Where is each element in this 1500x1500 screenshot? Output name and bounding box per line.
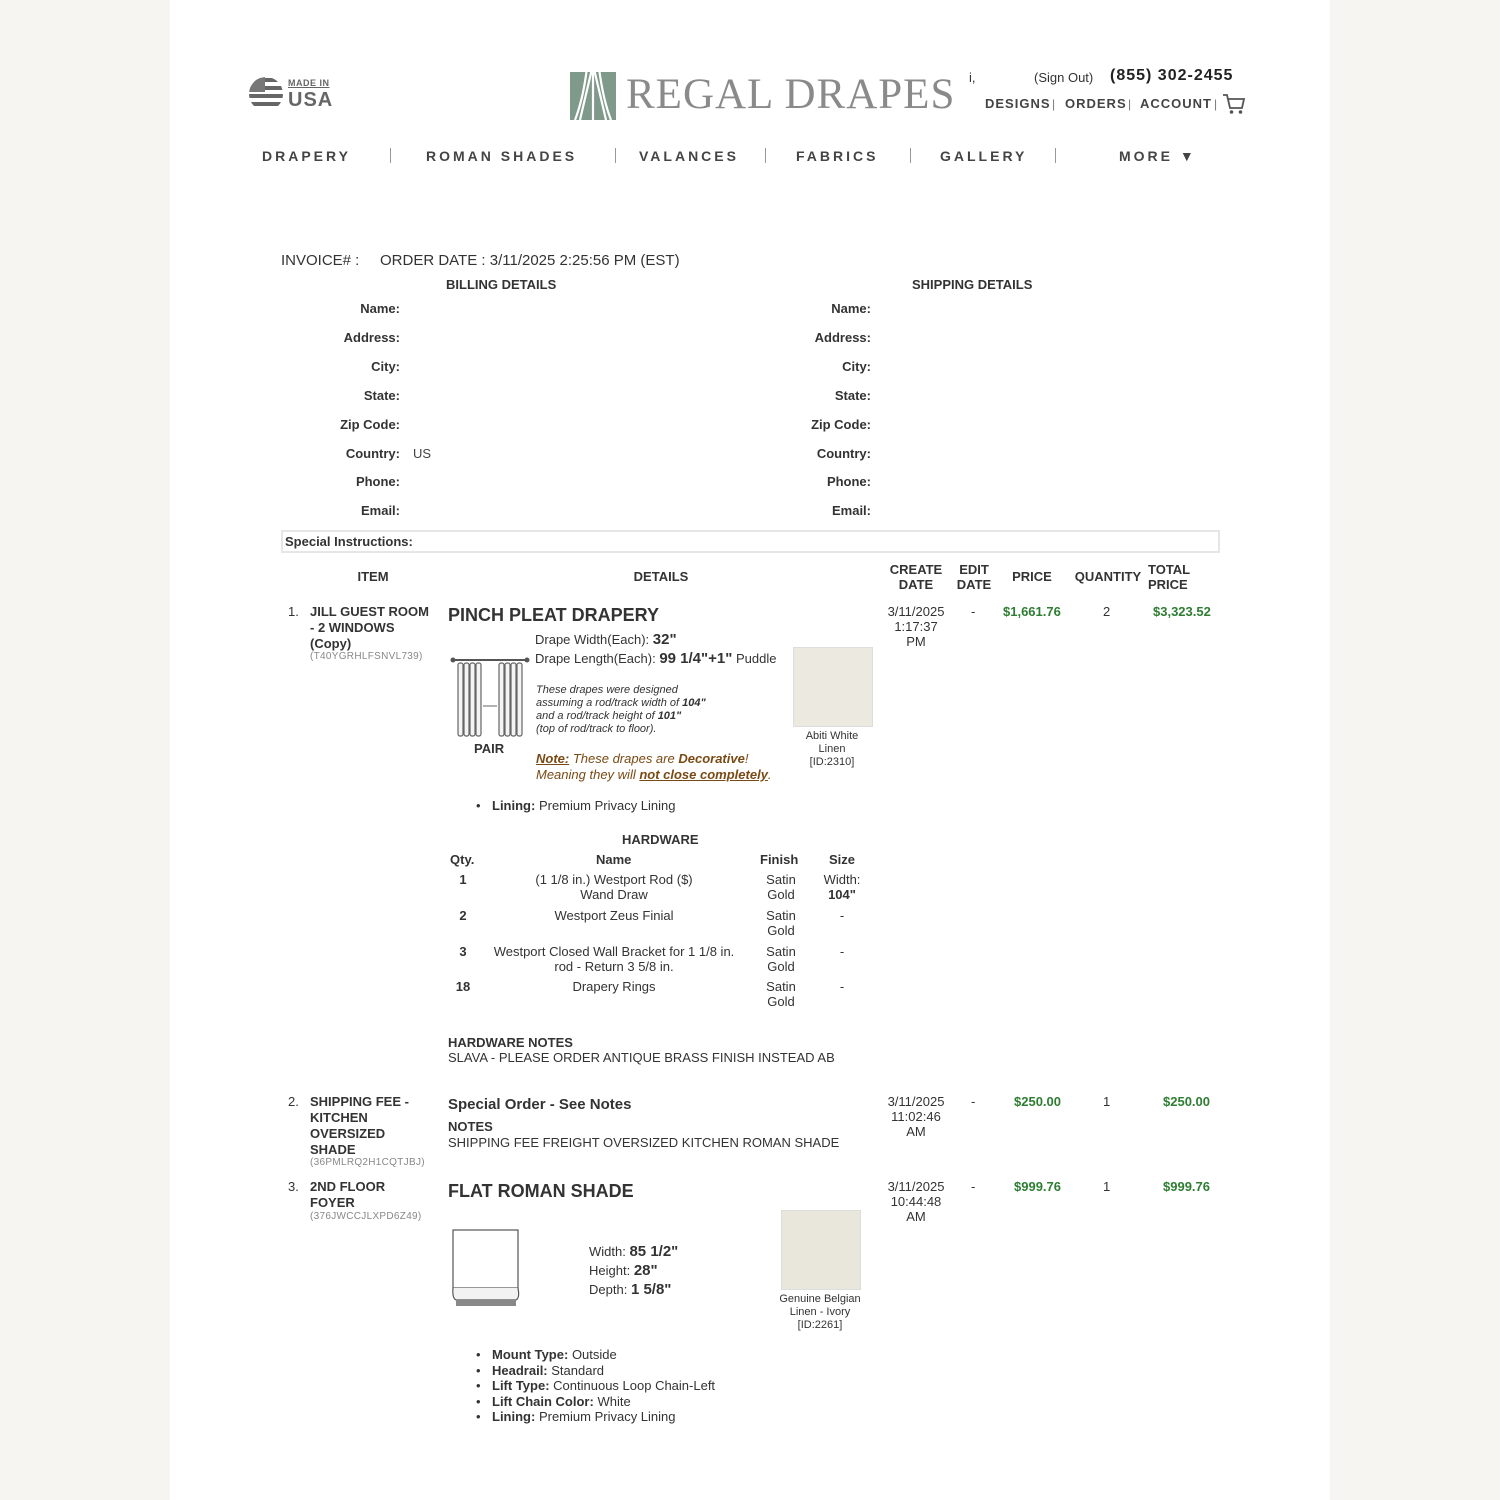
fabric-swatch[interactable] bbox=[781, 1210, 861, 1290]
item-name-line: SHIPPING FEE - bbox=[310, 1094, 409, 1109]
date-line: 3/11/2025 bbox=[887, 1094, 945, 1109]
shade-width bbox=[589, 1243, 678, 1260]
decorative-note bbox=[536, 751, 796, 783]
create-date bbox=[881, 1179, 951, 1224]
item-number: 2. bbox=[288, 1094, 299, 1109]
unit-price: $250.00 bbox=[1014, 1094, 1061, 1109]
notes-title: NOTES bbox=[448, 1119, 493, 1134]
create-date bbox=[881, 604, 951, 649]
shipping-country-label: Country: bbox=[816, 446, 871, 461]
quantity-value: 2 bbox=[1103, 604, 1111, 619]
hardware-name-line: rod - Return 3 5/8 in. bbox=[554, 959, 674, 974]
note-line: (top of rod/track to floor). bbox=[536, 723, 657, 735]
hardware-row-qty: 3 bbox=[459, 944, 467, 959]
spec-label: Lining: bbox=[492, 1409, 536, 1424]
hardware-qty-header: Qty. bbox=[450, 852, 475, 867]
item-name-line: SHADE bbox=[310, 1142, 356, 1157]
hardware-row-qty: 2 bbox=[459, 908, 467, 923]
quantity-value: 1 bbox=[1103, 1094, 1111, 1109]
item-code: (376JWCCJLXPD6Z49) bbox=[310, 1211, 422, 1222]
fabric-line: Linen - Ivory bbox=[789, 1306, 851, 1318]
nav-more-dropdown[interactable]: MORE ▼ bbox=[1119, 148, 1197, 164]
item-name-line: - 2 WINDOWS bbox=[310, 620, 395, 635]
date-line: 3/11/2025 bbox=[887, 1179, 945, 1194]
fabric-name bbox=[786, 730, 878, 769]
col-quantity-header: QUANTITY bbox=[1074, 569, 1142, 584]
dim-label: Depth: bbox=[589, 1282, 628, 1297]
nav-valances[interactable]: VALANCES bbox=[639, 148, 739, 164]
date-line: PM bbox=[906, 634, 926, 649]
user-greeting: i, bbox=[969, 70, 976, 85]
hardware-row-name: Drapery Rings bbox=[572, 979, 656, 994]
size-value: 104" bbox=[828, 887, 856, 902]
drape-width bbox=[535, 631, 677, 648]
note-line: and a rod/track height of bbox=[536, 710, 658, 722]
fabric-id: [ID:2310] bbox=[809, 756, 855, 768]
unit-price: $1,661.76 bbox=[1003, 604, 1061, 619]
account-link[interactable]: ACCOUNT bbox=[1140, 96, 1212, 111]
unit-price: $999.76 bbox=[1014, 1179, 1061, 1194]
spec-label: Lining: bbox=[492, 798, 536, 813]
note-line: These drapes were designed bbox=[536, 684, 678, 696]
hardware-row-finish bbox=[760, 872, 802, 902]
date-line: AM bbox=[906, 1209, 926, 1224]
header-line: TOTAL bbox=[1148, 562, 1191, 577]
rod-width-value: 104" bbox=[682, 697, 706, 709]
drape-length bbox=[535, 650, 776, 667]
finish-line: Gold bbox=[767, 923, 795, 938]
billing-country-label: Country: bbox=[345, 446, 400, 461]
hardware-row-finish bbox=[760, 908, 802, 938]
billing-details-title: BILLING DETAILS bbox=[446, 277, 557, 292]
hardware-row-qty: 18 bbox=[455, 979, 471, 994]
pair-label: PAIR bbox=[474, 741, 505, 756]
finish-line: Gold bbox=[767, 959, 795, 974]
date-line: 11:02:46 bbox=[891, 1109, 941, 1124]
finish-line: Satin bbox=[766, 908, 796, 923]
note-line: assuming a rod/track width of bbox=[536, 697, 683, 709]
shipping-zip-label: Zip Code: bbox=[811, 417, 871, 432]
dim-label: Width: bbox=[589, 1244, 626, 1259]
dim-label: Drape Width(Each): bbox=[535, 632, 650, 647]
finish-line: Satin bbox=[766, 872, 796, 887]
dim-label: Height: bbox=[589, 1263, 631, 1278]
shade-height bbox=[589, 1262, 658, 1279]
fabric-line: Genuine Belgian bbox=[779, 1293, 861, 1305]
total-price: $250.00 bbox=[1163, 1094, 1210, 1109]
dim-extra: +1" bbox=[708, 650, 733, 667]
nav-drapery[interactable]: DRAPERY bbox=[262, 148, 351, 164]
item-name-line: 2ND FLOOR bbox=[310, 1179, 386, 1194]
regal-drapes-logo-icon[interactable] bbox=[570, 64, 616, 120]
spec-value: Outside bbox=[571, 1347, 617, 1362]
col-edit-date-header bbox=[949, 562, 999, 592]
date-line: 3/11/2025 bbox=[887, 604, 945, 619]
dim-value: 28" bbox=[633, 1262, 658, 1279]
page-background bbox=[170, 0, 1330, 1500]
header-separator: | bbox=[1128, 97, 1132, 111]
hardware-finish-header: Finish bbox=[760, 852, 799, 867]
special-instructions-box bbox=[281, 530, 1220, 553]
design-note bbox=[536, 684, 776, 736]
spec-label: Lift Chain Color: bbox=[492, 1394, 594, 1409]
hardware-row-size bbox=[817, 872, 867, 902]
item-name-line: FOYER bbox=[310, 1195, 355, 1210]
hardware-name-line: (1 1/8 in.) Westport Rod ($) bbox=[535, 872, 693, 887]
nav-divider bbox=[615, 148, 616, 163]
finish-line: Gold bbox=[767, 994, 795, 1009]
header-separator: | bbox=[1214, 97, 1218, 111]
hardware-row-size: - bbox=[839, 944, 845, 959]
item-name-line: KITCHEN bbox=[310, 1110, 368, 1125]
edit-date: - bbox=[971, 1179, 976, 1194]
billing-phone-label: Phone: bbox=[355, 474, 400, 489]
item-name[interactable] bbox=[310, 1094, 435, 1158]
col-item-header: ITEM bbox=[357, 569, 389, 584]
spec-value: Premium Privacy Lining bbox=[538, 1409, 676, 1424]
hardware-row-size: - bbox=[839, 908, 845, 923]
brand-name[interactable]: REGAL DRAPES bbox=[626, 71, 956, 118]
spec-label: Headrail: bbox=[492, 1363, 548, 1378]
header-line: CREATE bbox=[889, 562, 943, 577]
product-title: Special Order - See Notes bbox=[448, 1096, 632, 1113]
fabric-id: [ID:2261] bbox=[797, 1319, 843, 1331]
shipping-city-label: City: bbox=[842, 359, 871, 374]
mount-type-spec bbox=[492, 1347, 617, 1362]
usa-label: USA bbox=[288, 89, 334, 111]
hardware-row-name bbox=[484, 944, 744, 974]
billing-city-label: City: bbox=[371, 359, 400, 374]
hardware-notes-title: HARDWARE NOTES bbox=[448, 1035, 573, 1050]
dim-value: 32" bbox=[652, 631, 677, 648]
note-text: These drapes are bbox=[569, 751, 679, 766]
fabric-line: Abiti White bbox=[805, 730, 859, 742]
lift-chain-color-spec bbox=[492, 1394, 631, 1409]
header-separator: | bbox=[1052, 97, 1056, 111]
billing-address-label: Address: bbox=[343, 330, 400, 345]
col-create-date-header bbox=[881, 562, 951, 592]
fabric-line: Linen bbox=[818, 743, 846, 755]
col-total-price-header bbox=[1148, 562, 1200, 592]
shipping-email-label: Email: bbox=[831, 503, 871, 518]
shipping-phone-label: Phone: bbox=[826, 474, 871, 489]
shipping-state-label: State: bbox=[834, 388, 871, 403]
dim-suffix: Puddle bbox=[735, 651, 777, 666]
edit-date: - bbox=[971, 1094, 976, 1109]
fabric-swatch[interactable] bbox=[793, 647, 873, 727]
dim-value: 99 1/4" bbox=[659, 650, 709, 667]
shipping-name-label: Name: bbox=[831, 301, 871, 316]
hardware-row-finish bbox=[760, 979, 802, 1009]
dim-value: 85 1/2" bbox=[629, 1243, 679, 1260]
create-date bbox=[881, 1094, 951, 1139]
spec-value: White bbox=[597, 1394, 631, 1409]
header-line: DATE bbox=[898, 577, 934, 592]
shade-depth bbox=[589, 1281, 671, 1298]
header-line: EDIT bbox=[959, 562, 989, 577]
special-instructions-label: Special Instructions: bbox=[285, 534, 413, 549]
hardware-row-qty: 1 bbox=[459, 872, 467, 887]
total-price: $3,323.52 bbox=[1153, 604, 1211, 619]
phone-number[interactable]: (855) 302-2455 bbox=[1110, 67, 1234, 84]
note-text: . bbox=[767, 767, 772, 782]
hardware-notes-text: SLAVA - PLEASE ORDER ANTIQUE BRASS FINISH INSTEAD AB bbox=[448, 1050, 835, 1065]
billing-email-label: Email: bbox=[360, 503, 400, 518]
header-line: DATE bbox=[956, 577, 992, 592]
note-text: ! bbox=[744, 751, 749, 766]
header-line: PRICE bbox=[1148, 577, 1188, 592]
billing-country-value: US bbox=[413, 446, 432, 461]
lining-spec bbox=[492, 798, 676, 813]
item-number: 1. bbox=[288, 604, 299, 619]
billing-state-label: State: bbox=[363, 388, 400, 403]
item-name-line: (Copy) bbox=[310, 636, 352, 651]
hardware-row-name bbox=[484, 872, 744, 902]
fabric-name bbox=[768, 1293, 872, 1332]
note-decorative: Decorative bbox=[678, 751, 745, 766]
nav-fabrics[interactable]: FABRICS bbox=[796, 148, 879, 164]
nav-roman-shades[interactable]: ROMAN SHADES bbox=[426, 148, 578, 164]
nav-divider bbox=[765, 148, 766, 163]
spec-label: Mount Type: bbox=[492, 1347, 569, 1362]
usa-flag-icon bbox=[248, 76, 284, 112]
date-line: 1:17:37 bbox=[894, 619, 938, 634]
col-price-header: PRICE bbox=[1012, 569, 1052, 584]
spec-value: Continuous Loop Chain-Left bbox=[553, 1378, 716, 1393]
flat-roman-shade-diagram-icon bbox=[450, 1228, 522, 1308]
nav-divider bbox=[1055, 148, 1056, 163]
note-text: Meaning they will bbox=[536, 767, 640, 782]
hardware-row-name: Westport Zeus Finial bbox=[554, 908, 674, 923]
note-label: Note: bbox=[536, 751, 570, 766]
finish-line: Gold bbox=[767, 887, 795, 902]
spec-value: Standard bbox=[551, 1363, 605, 1378]
hardware-row-finish bbox=[760, 944, 802, 974]
hardware-title: HARDWARE bbox=[622, 832, 699, 847]
item-name-line: OVERSIZED bbox=[310, 1126, 386, 1141]
lining-spec bbox=[492, 1409, 676, 1424]
date-line: AM bbox=[906, 1124, 926, 1139]
sign-out-link[interactable]: (Sign Out) bbox=[1034, 70, 1094, 85]
product-title: FLAT ROMAN SHADE bbox=[448, 1181, 634, 1201]
finish-line: Satin bbox=[766, 979, 796, 994]
col-details-header: DETAILS bbox=[633, 569, 689, 584]
size-line: Width: bbox=[823, 872, 861, 887]
hardware-name-header: Name bbox=[596, 852, 632, 867]
date-line: 10:44:48 bbox=[890, 1194, 942, 1209]
item-name[interactable] bbox=[310, 604, 435, 652]
finish-line: Satin bbox=[766, 944, 796, 959]
spec-value: Premium Privacy Lining bbox=[538, 798, 676, 813]
nav-divider bbox=[910, 148, 911, 163]
cart-icon[interactable] bbox=[1222, 93, 1246, 115]
note-not-close: not close completely bbox=[639, 767, 768, 782]
total-price: $999.76 bbox=[1163, 1179, 1210, 1194]
nav-gallery[interactable]: GALLERY bbox=[940, 148, 1028, 164]
dim-value: 1 5/8" bbox=[630, 1281, 672, 1298]
hardware-name-line: Wand Draw bbox=[580, 887, 648, 902]
dim-label: Drape Length(Each): bbox=[535, 651, 656, 666]
item-code: (T40YGRHLFSNVL739) bbox=[310, 651, 423, 662]
shipping-address-label: Address: bbox=[814, 330, 871, 345]
order-date: ORDER DATE : 3/11/2025 2:25:56 PM (EST) bbox=[380, 252, 680, 269]
item-name[interactable] bbox=[310, 1179, 435, 1211]
designs-link[interactable]: DESIGNS bbox=[985, 96, 1051, 111]
item-number: 3. bbox=[288, 1179, 299, 1194]
made-in-label: MADE IN bbox=[288, 78, 330, 88]
nav-divider bbox=[390, 148, 391, 163]
quantity-value: 1 bbox=[1103, 1179, 1111, 1194]
item-code: (36PMLRQ2H1CQTJBJ) bbox=[310, 1157, 425, 1168]
hardware-size-header: Size bbox=[829, 852, 856, 867]
hardware-row-size: - bbox=[839, 979, 845, 994]
billing-zip-label: Zip Code: bbox=[340, 417, 400, 432]
hardware-name-line: Westport Closed Wall Bracket for 1 1/8 in. bbox=[493, 944, 735, 959]
billing-name-label: Name: bbox=[360, 301, 400, 316]
shipping-details-title: SHIPPING DETAILS bbox=[912, 277, 1033, 292]
product-title: PINCH PLEAT DRAPERY bbox=[448, 605, 660, 625]
lift-type-spec bbox=[492, 1378, 715, 1393]
headrail-spec bbox=[492, 1363, 604, 1378]
rod-height-value: 101" bbox=[657, 710, 682, 722]
item-name-line: JILL GUEST ROOM bbox=[310, 604, 429, 619]
invoice-number-label: INVOICE# : bbox=[281, 252, 360, 269]
pinch-pleat-drapery-diagram-icon bbox=[450, 656, 530, 738]
spec-label: Lift Type: bbox=[492, 1378, 550, 1393]
orders-link[interactable]: ORDERS bbox=[1065, 96, 1127, 111]
notes-text: SHIPPING FEE FREIGHT OVERSIZED KITCHEN ROMAN SHADE bbox=[448, 1135, 840, 1150]
edit-date: - bbox=[971, 604, 976, 619]
